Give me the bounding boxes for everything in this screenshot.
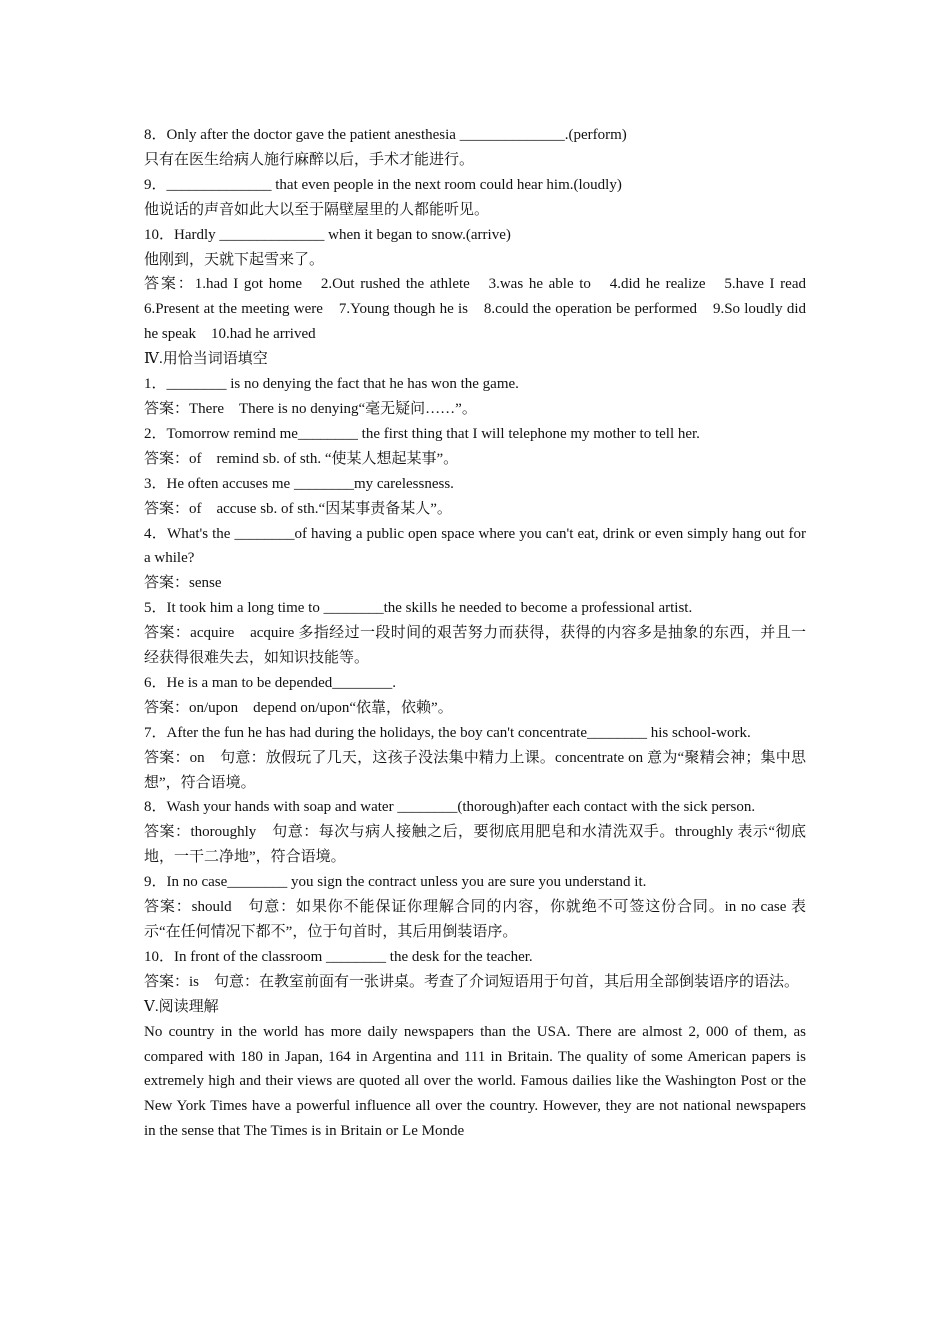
- exercise-item-9: 9．______________ that even people in the next room could hear him.(loudly): [144, 176, 622, 193]
- translation-9: 他说话的声音如此大以至于隔壁屋里的人都能听见。: [144, 201, 490, 218]
- fill-blank-answer-7: 答案：on 句意：放假玩了几天，这孩子没法集中精力上课。concentrate on 意为“聚精会神；集中思想”，符合语境。: [144, 749, 806, 791]
- fill-blank-item-3: 3．He often accuses me ________my carelessness.: [144, 475, 454, 492]
- fill-blank-item-9: 9．In no case________ you sign the contract unless you are sure you understand it.: [144, 874, 647, 891]
- answer-key-section-3: 答案：1.had I got home 2.Out rushed the athlete 3.was he able to 4.did he realize 5.have I read 6.Present at the meeting were 7.Young though he is 8.could the operation be performed 9.So loudly did he speak 10.had he arrived: [144, 276, 822, 343]
- fill-blank-answer-4: 答案：sense: [144, 575, 222, 592]
- exercise-item-10: 10．Hardly ______________ when it began to snow.(arrive): [144, 226, 511, 243]
- fill-blank-answer-6: 答案：on/upon depend on/upon“依靠，依赖”。: [144, 699, 453, 716]
- reading-passage: No country in the world has more daily newspapers than the USA. There are almost 2, 000 of them, as compared with 180 in Japan, 164 in Argentina and 111 in Britain. The quality of some American papers is extremely high and their views are quoted all over the world. Famous dailies like the Washington Post or the New York Times have a powerful influence all over the country. However, they are not national newspapers in the sense that The Times is in Britain or Le Monde: [144, 1023, 806, 1140]
- exercise-item-8: 8．Only after the doctor gave the patient anesthesia ______________.(perform): [144, 127, 627, 143]
- fill-blank-item-4: 4．What's the ________of having a public open space where you can't eat, drink or even simply hang out for a while?: [144, 525, 806, 567]
- fill-blank-answer-5: 答案：acquire acquire 多指经过一段时间的艰苦努力而获得，获得的内容多是抽象的东西，并且一经获得很难失去，如知识技能等。: [144, 625, 806, 667]
- document-page: [144, 123, 822, 1144]
- section-heading-4: Ⅳ.用恰当词语填空: [144, 351, 268, 368]
- fill-blank-answer-8: 答案：thoroughly 句意：每次与病人接触之后，要彻底用肥皂和水清洗双手。throughly 表示“彻底地，一干二净地”，符合语境。: [144, 824, 806, 866]
- fill-blank-item-5: 5．It took him a long time to ________the skills he needed to become a professional artist.: [144, 600, 693, 617]
- fill-blank-answer-2: 答案：of remind sb. of sth. “使某人想起某事”。: [144, 450, 459, 467]
- fill-blank-item-2: 2．Tomorrow remind me________ the first thing that I will telephone my mother to tell her.: [144, 425, 700, 442]
- translation-10: 他刚到，天就下起雪来了。: [144, 251, 325, 268]
- fill-blank-answer-3: 答案：of accuse sb. of sth.“因某事责备某人”。: [144, 500, 452, 517]
- fill-blank-answer-9: 答案：should 句意：如果你不能保证你理解合同的内容，你就绝不可签这份合同。in no case 表示“在任何情况下都不”，位于句首时，其后用倒装语序。: [144, 899, 806, 940]
- fill-blank-item-10: 10．In front of the classroom ________ the desk for the teacher.: [144, 948, 533, 965]
- fill-blank-item-7: 7．After the fun he has had during the holidays, the boy can't concentrate________ his school-work.: [144, 724, 751, 741]
- fill-blank-answer-10: 答案：is 句意：在教室前面有一张讲桌。考查了介词短语用于句首，其后用全部倒装语序的语法。: [144, 973, 800, 990]
- fill-blank-answer-1: 答案：There There is no denying“毫无疑问……”。: [144, 400, 477, 417]
- fill-blank-item-8: 8．Wash your hands with soap and water ________(thorough)after each contact with the sick person.: [144, 799, 756, 816]
- fill-blank-item-1: 1．________ is no denying the fact that he has won the game.: [144, 376, 519, 393]
- section-heading-5: Ⅴ.阅读理解: [144, 998, 219, 1015]
- translation-8: 只有在医生给病人施行麻醉以后，手术才能进行。: [144, 151, 475, 168]
- fill-blank-item-6: 6．He is a man to be depended________.: [144, 674, 397, 691]
